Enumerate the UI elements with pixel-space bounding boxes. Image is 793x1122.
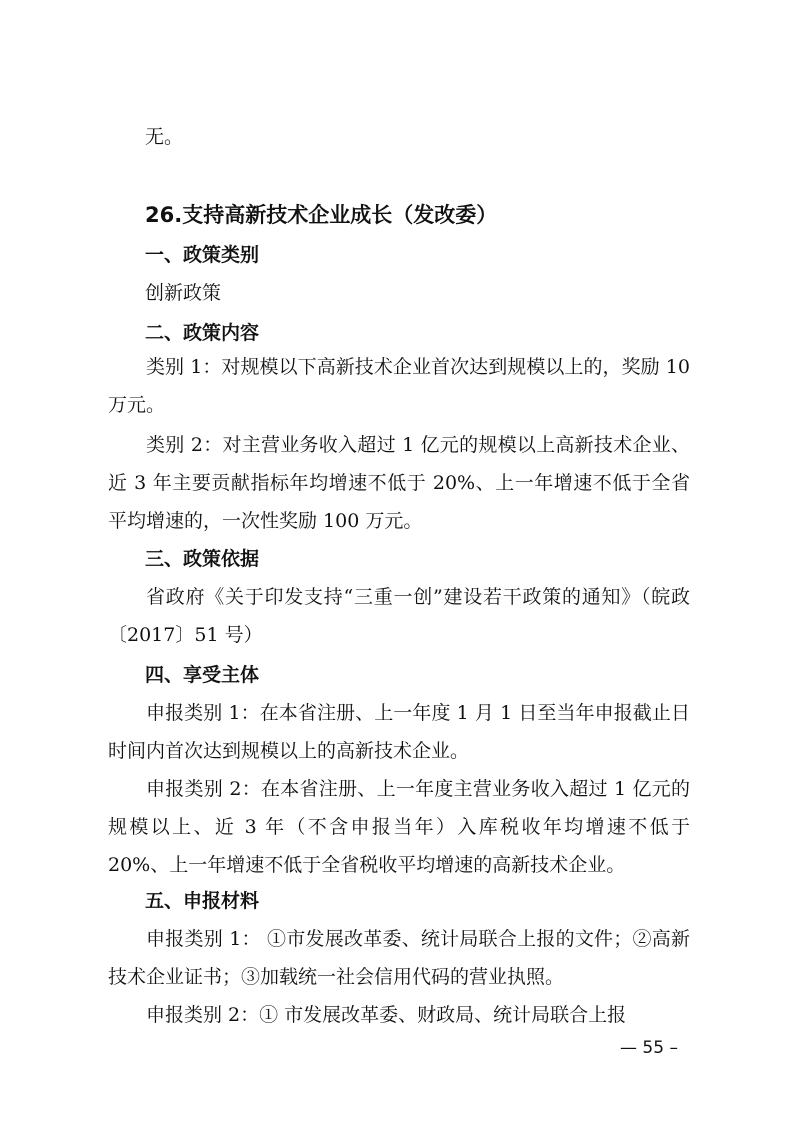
intro-text: 无。 <box>145 126 184 148</box>
subject-item-1: 申报类别 1：在本省注册、上一年度 1 月 1 日至当年申报截止日时间内首次达到规模以上的高新技术企业。 <box>108 702 690 762</box>
policy-basis-text: 省政府《关于印发支持“三重一创”建设若干政策的通知》（皖政〔2017〕51 号） <box>108 586 690 646</box>
heading-materials: 五、申报材料 <box>145 890 260 912</box>
section-title: 26.支持高新技术企业成长（发改委） <box>145 203 498 227</box>
heading-subject: 四、享受主体 <box>145 664 260 686</box>
heading-policy-basis: 三、政策依据 <box>145 548 260 570</box>
subject-item-2: 申报类别 2：在本省注册、上一年度主营业务收入超过 1 亿元的规模以上、近 3 年（不含申报当年）入库税收年均增速不低于 20%、上一年增速不低于全省税收平均增速的高新技术企业。 <box>108 778 690 876</box>
policy-content-item-1: 类别 1：对规模以下高新技术企业首次达到规模以上的，奖励 10 万元。 <box>108 356 690 416</box>
policy-category-text: 创新政策 <box>145 282 222 304</box>
policy-content-item-2: 类别 2：对主营业务收入超过 1 亿元的规模以上高新技术企业、近 3 年主要贡献指标年均增速不低于 20%、上一年增速不低于全省平均增速的，一次性奖励 100 万元。 <box>108 434 690 532</box>
heading-policy-category: 一、政策类别 <box>145 244 260 266</box>
heading-policy-content: 二、政策内容 <box>145 322 260 344</box>
materials-item-2: 申报类别 2：① 市发展改革委、财政局、统计局联合上报 <box>146 1004 627 1026</box>
materials-item-1: 申报类别 1： ①市发展改革委、统计局联合上报的文件；②高新技术企业证书；③加载统一社会信用代码的营业执照。 <box>108 928 690 988</box>
page-number: — 55 – <box>620 1038 678 1058</box>
